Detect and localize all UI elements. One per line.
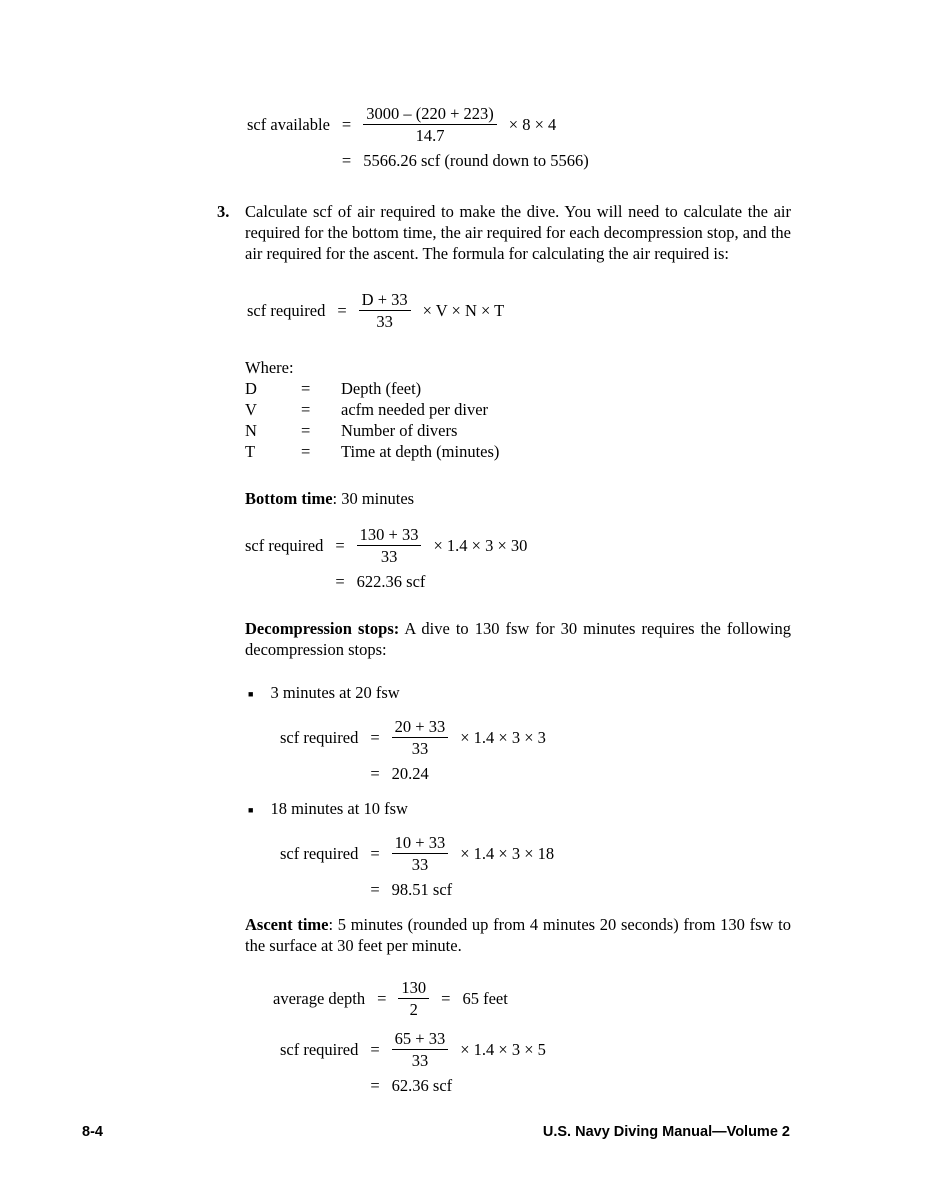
decompression-paragraph [245, 618, 791, 660]
equals-sign: = [370, 1039, 380, 1059]
eq-result-line [335, 572, 527, 592]
eq-tail: × 1.4 × 3 × 30 [433, 535, 528, 555]
equals-sign: = [301, 421, 311, 440]
equals-sign: = [335, 572, 345, 591]
square-bullet-icon: ■ [248, 805, 254, 815]
fraction-numerator: 3000 – (220 + 223) [363, 104, 497, 125]
equals-sign: = [370, 880, 380, 899]
ascent-label: Ascent time [245, 915, 329, 934]
bullet-text: 18 minutes at 10 fsw [270, 799, 408, 818]
eq-lhs: scf available [247, 114, 330, 134]
equation-stop-10fsw [280, 833, 791, 900]
eq-tail: × 1.4 × 3 × 5 [460, 1039, 546, 1059]
equals-sign: = [370, 764, 380, 783]
equation-ascent-scf [280, 1029, 791, 1096]
page-content [217, 104, 791, 1096]
fraction-numerator: 10 + 33 [392, 833, 449, 854]
ascent-paragraph [245, 914, 791, 956]
eq-main-line [370, 833, 554, 874]
eq-main-line [377, 978, 508, 1019]
eq-main-line [370, 1029, 546, 1070]
footer-page-number: 8-4 [82, 1124, 103, 1140]
where-description: acfm needed per diver [341, 400, 489, 419]
equals-sign: = [370, 843, 380, 863]
eq-result-value: 62.36 scf [391, 1076, 453, 1095]
fraction [357, 525, 422, 566]
eq-main-line [370, 717, 546, 758]
where-description: Number of divers [341, 421, 458, 440]
fraction-numerator: D + 33 [359, 290, 411, 311]
item-text: Calculate scf of air required to make the dive. You will need to calculate the air required for the bottom time, the air required for each decompression stop, and the air required for the ascent. The formula for calculating the air required is: [245, 202, 791, 263]
eq-tail: × 8 × 4 [508, 114, 557, 134]
fraction-numerator: 65 + 33 [392, 1029, 449, 1050]
fraction-denominator: 33 [411, 739, 429, 758]
eq-lhs: average depth [273, 988, 366, 1008]
eq-lhs: scf required [245, 535, 324, 555]
eq-tail: × 1.4 × 3 × 18 [460, 843, 555, 863]
where-symbol: D [245, 379, 257, 398]
fraction-numerator: 130 + 33 [357, 525, 422, 546]
eq-tail: × V × N × T [422, 300, 505, 320]
decompression-label: Decompression stops: [245, 619, 400, 638]
fraction [398, 978, 429, 1019]
bottom-time-label: Bottom time [245, 489, 333, 508]
footer-document-title: U.S. Navy Diving Manual—Volume 2 [542, 1124, 790, 1140]
equation-average-depth [273, 978, 791, 1019]
where-description: Time at depth (minutes) [341, 442, 500, 461]
fraction-numerator: 130 [398, 978, 429, 999]
fraction [363, 104, 497, 145]
equals-sign: = [370, 1076, 380, 1095]
where-symbol: V [245, 400, 257, 419]
eq-tail: × 1.4 × 3 × 3 [460, 727, 546, 747]
eq-lhs: scf required [247, 300, 326, 320]
square-bullet-icon: ■ [248, 689, 254, 699]
eq-result-line [370, 1076, 546, 1096]
where-row [245, 420, 791, 441]
eq-result-value: 622.36 scf [356, 572, 426, 591]
fraction-denominator: 2 [409, 1000, 418, 1019]
decompression-text: A dive to 130 fsw for 30 minutes requires the following decompression stops: [245, 619, 791, 659]
fraction [359, 290, 411, 331]
bottom-time-value: : 30 minutes [332, 489, 415, 508]
where-block [245, 357, 791, 462]
eq-result-line [370, 880, 554, 900]
where-symbol: T [245, 442, 256, 461]
eq-main-line [342, 104, 589, 145]
bullet-item-20fsw [248, 682, 791, 705]
item-number: 3. [217, 202, 230, 221]
bullet-item-10fsw [248, 798, 791, 821]
fraction-numerator: 20 + 33 [392, 717, 449, 738]
equals-sign: = [377, 988, 387, 1008]
equals-sign: = [441, 988, 451, 1008]
equals-sign: = [341, 114, 352, 134]
eq-result-line [370, 764, 546, 784]
fraction-denominator: 33 [376, 312, 393, 331]
numbered-item-3 [217, 201, 791, 264]
where-label: Where: [245, 358, 294, 377]
eq-lhs: scf required [280, 727, 359, 747]
bullet-text: 3 minutes at 20 fsw [270, 683, 400, 702]
fraction [392, 717, 449, 758]
ascent-text: : 5 minutes (rounded up from 4 minutes 20 seconds) from 130 fsw to the surface at 30 feet per minute. [245, 915, 791, 955]
where-row [245, 378, 791, 399]
fraction [392, 833, 449, 874]
equation-bottom-time [245, 525, 791, 592]
eq-result-value: 98.51 scf [391, 880, 453, 899]
equals-sign: = [370, 727, 380, 747]
eq-lhs: scf required [280, 843, 359, 863]
where-description: Depth (feet) [341, 379, 422, 398]
eq-result-value: 5566.26 scf (round down to 5566) [363, 151, 589, 170]
where-row [245, 399, 791, 420]
equation-scf-required-formula [247, 290, 791, 331]
fraction-denominator: 33 [380, 547, 398, 566]
equals-sign: = [301, 379, 311, 398]
equation-scf-available [247, 104, 791, 171]
equals-sign: = [301, 400, 311, 419]
equation-stop-20fsw [280, 717, 791, 784]
page-footer [82, 1124, 790, 1140]
fraction [392, 1029, 449, 1070]
eq-result-value: 65 feet [462, 988, 508, 1008]
eq-result-line [342, 151, 589, 171]
equals-sign: = [337, 300, 347, 320]
fraction-denominator: 33 [411, 1051, 429, 1070]
fraction-denominator: 33 [411, 855, 429, 874]
eq-main-line [335, 525, 527, 566]
where-symbol: N [245, 421, 257, 440]
equals-sign: = [301, 442, 311, 461]
bottom-time-line [245, 488, 791, 509]
equals-sign: = [341, 151, 352, 170]
equals-sign: = [335, 535, 345, 555]
where-row [245, 441, 791, 462]
eq-result-value: 20.24 [391, 764, 429, 783]
fraction-denominator: 14.7 [415, 126, 445, 145]
eq-lhs: scf required [280, 1039, 359, 1059]
eq-main-line [337, 290, 504, 331]
